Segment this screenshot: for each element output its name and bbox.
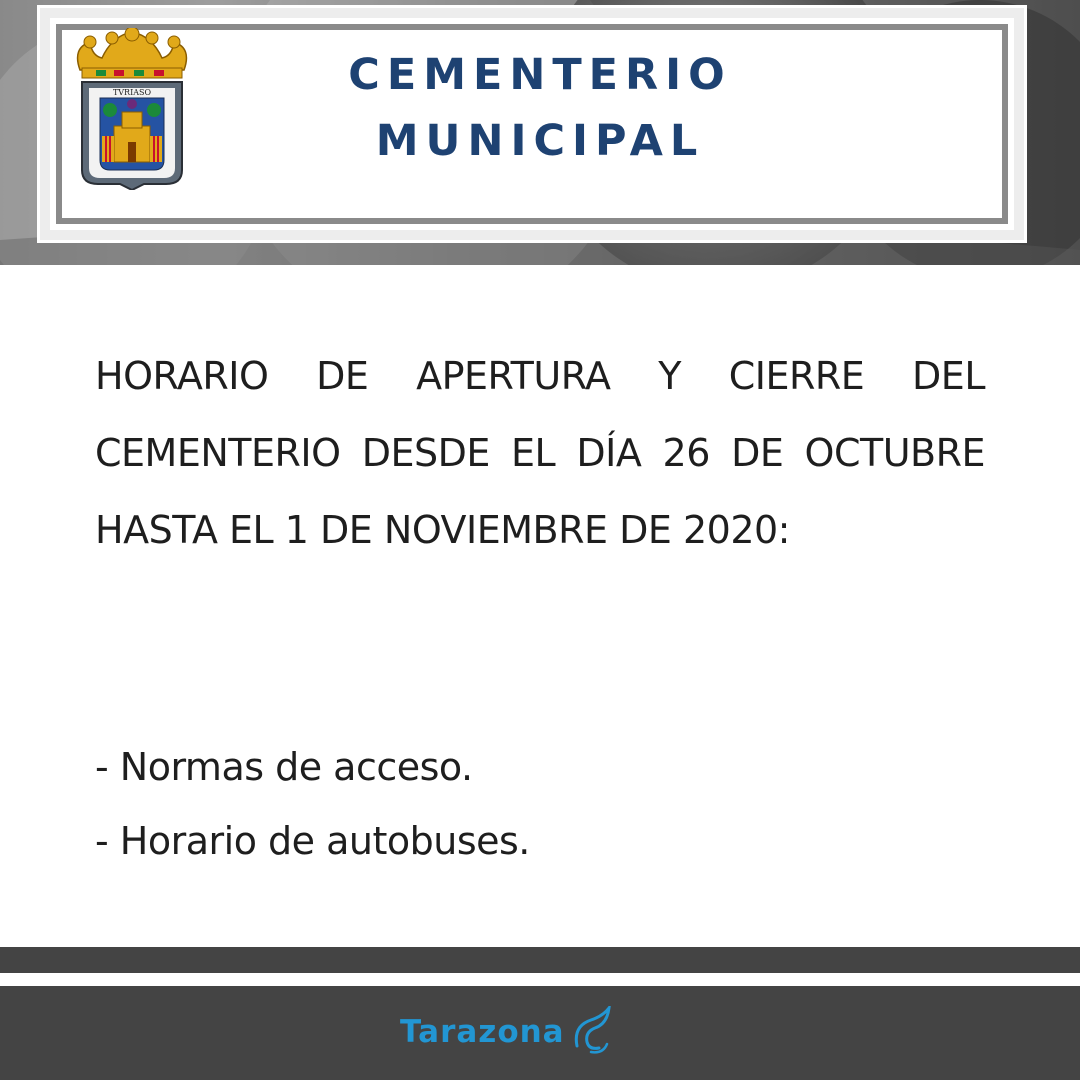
- tarazona-brand-logo: [400, 1006, 613, 1058]
- brand-swirl-icon: [569, 1006, 613, 1058]
- tarazona-coat-of-arms-icon: [62, 28, 202, 190]
- brand-text: Tarazona: [400, 1014, 565, 1050]
- title-line-2: MUNICIPAL: [375, 116, 705, 166]
- crest-banner-text: TVRIASO: [112, 88, 152, 97]
- page-title: [260, 42, 820, 174]
- list-item-access-rules: - Normas de acceso.: [95, 745, 473, 789]
- list-item-bus-schedule: - Horario de autobuses.: [95, 819, 530, 863]
- notice-list: [95, 730, 985, 878]
- footer-stripe: [0, 947, 1080, 973]
- title-line-1: CEMENTERIO: [348, 50, 732, 100]
- notice-text: HORARIO DE APERTURA Y CIERRE DEL CEMENTERIO DESDE EL DÍA 26 DE OCTUBRE HASTA EL 1 DE NOVIEMBRE DE 2020:: [95, 354, 985, 552]
